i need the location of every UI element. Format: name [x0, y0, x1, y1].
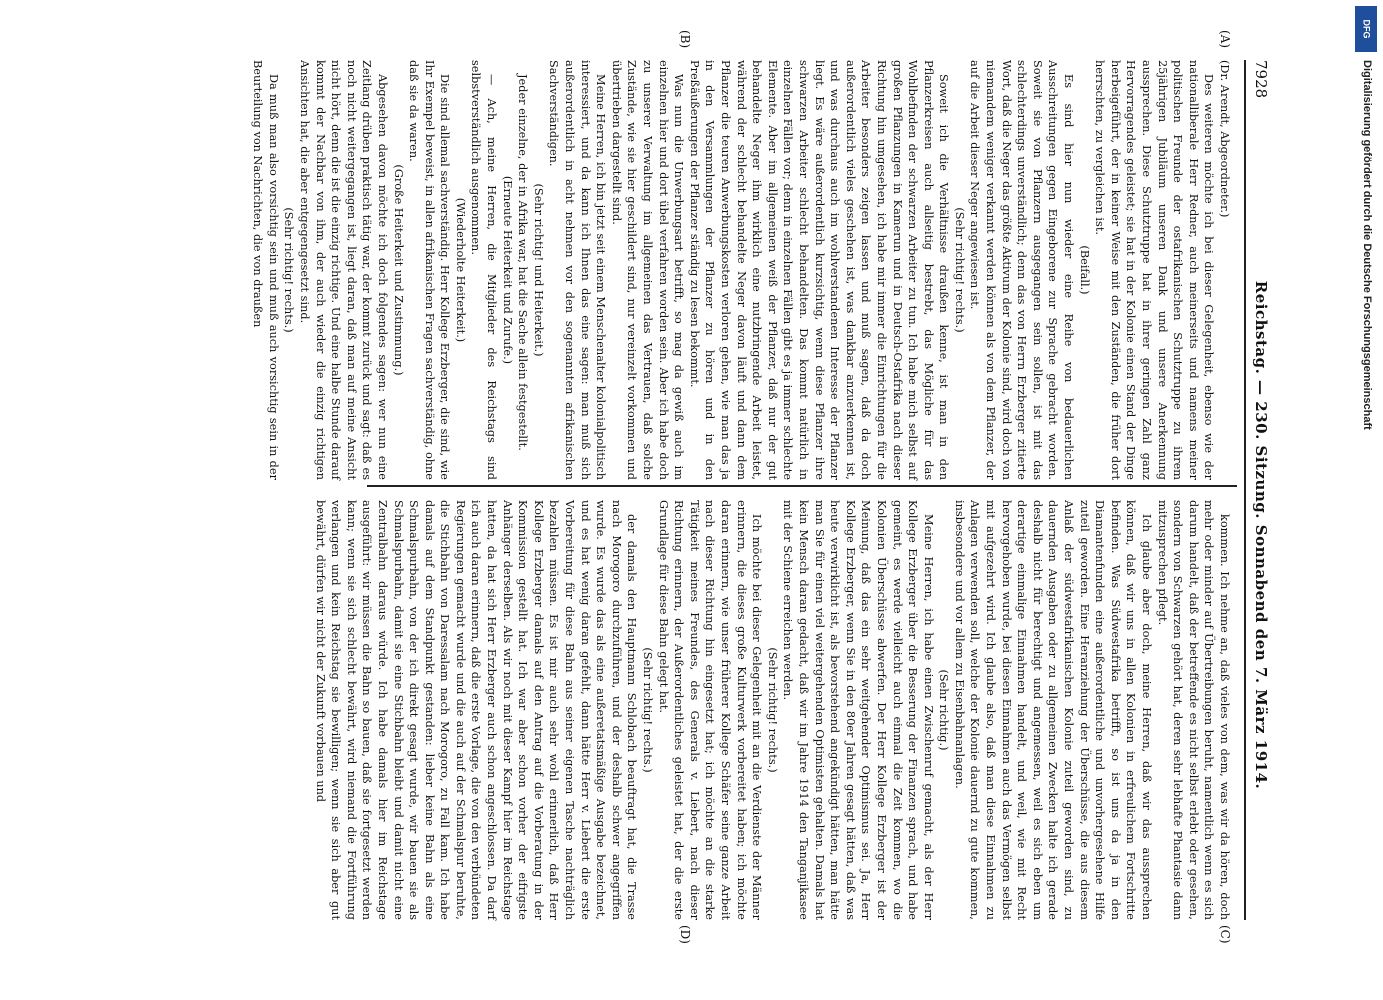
paragraph: Ich möchte bei dieser Gelegenheit mit an die Verdienste der Männer erinnern, die dieses große Kulturwerk vorbereitet haben; ich möchte daran erinnern, wie unser früherer Kollege Schäfer seine ganze Arbeit nach dieser Richtung hin eingesetzt hat; ich möchte an die starke Tätigkeit meines Freundes, des Generals v. Liebert, nach dieser Richtung erinnern, der Außerordentliches geleistet hat, der die erste Grundlage für diese Bahn gelegt hat. [656, 500, 764, 920]
column-divider [367, 485, 1237, 487]
paragraph: (Beifall.) [1077, 245, 1091, 295]
paragraph: — Ach, meine Herren, die Mitglieder des Reichstags sind selbstverständlich ausgenommen. [469, 60, 499, 480]
paragraph: Die sind allemal sachverständig. Herr Kollege Erzberger, die sind, wie Ihr Exempel beweist, in allen afrikanischen Fragen sachverständig, ohne daß sie da waren. [407, 60, 452, 480]
rotated-scan [32, 30, 1292, 970]
margin-mark-b: (B) [678, 30, 692, 49]
right-column [312, 500, 1232, 920]
paragraph: Soweit ich die Verhältnisse draußen kenne, ist man in den Pflanzerkreisen auch allseitig bestrebt, das Mögliche für das Wohlbefinden der schwarzen Arbeiter zu tun. Ich habe mich selbst auf großen Pflanzungen in Kamerun und in Deutsch-Ostafrika nach dieser Richtung hin umgesehen, ich habe mir immer die Einrichtungen für die Arbeiter besonders zeigen lassen und muß sagen, daß da doch außerordentlich vieles geschehen ist, was dankbar anzuerkennen ist, und was durchaus auch im wohlverstandenen Interesse der Pflanzer liegt. Es wäre außerordentlich kurzsichtig, wenn diese Pflanzer ihre schwarzen Arbeiter schlecht behandelten. Das kommt natürlich in einzelnen Fällen vor; denn in einzelnen Fällen gibt es ja immer schlechte Elemente. Aber im allgemeinen weiß der Pflanzer, daß nur der gut behandelte Neger ihm wirklich eine nutzbringende Arbeit leistet, während der schlecht behandelte Neger davon läuft und dann dem Pflanzer die teuren Anwerbungskosten verloren gehen, wie man das ja in den Versammlungen der Pflanzer zu hören und in den Preßäußerungen der Pflanzer ständig zu lesen bekommt. [687, 60, 951, 480]
paragraph: (Sehr richtig! rechts.) [282, 207, 296, 333]
paragraph: Jeder einzelne, der in Afrika war, hat die Sache allein festgestellt. [516, 74, 530, 451]
margin-mark-a: (A) [1218, 30, 1232, 49]
paragraph: Meine Herren, ich habe einen Zwischenruf gemacht, als der Herr Kollege Erzberger über die Besserung der Finanzen sprach, und habe gemeint, es werde vielleicht auch einmal die Zeit kommen, wo die Kolonien Überschüsse abwerfen. Der Herr Kollege Erzberger ist der Meinung, daß das ein sehr weitgehender Optimismus sei. Ja, Herr Kollege Erzberger, wenn Sie in den 80er Jahren gesagt hätten, daß was heute verwirklicht ist, als bevorstehend angekündigt hätten, man hätte man Sie für einen viel weitergehenden Optimisten gehalten. Damals hat kein Mensch daran gedacht, daß wir im Jahre 1914 den Tanganjikasee mit der Schiene erreichen werden. [781, 500, 935, 920]
paragraph: (Sehr richtig! und Heiterkeit.) [531, 183, 545, 357]
paragraph: Es sind hier nun wieder eine Reihe von bedauerlichen Ausschreitungen gegen Eingeborene zur Sprache gebracht worden. Soweit sie von Pflanzern ausgegangen sein sollen, ist mit das schlechterdings unverständlich; denn das von Herrn Erzberger zitierte Wort, daß die Neger das größte Aktivum der Kolonie sind, wird doch von niemandem weniger verkannt werden können als von dem Pflanzer, der auf die Arbeit dieser Neger angewiesen ist. [968, 60, 1076, 480]
margin-mark-d: (D) [678, 925, 692, 944]
header-rule [1245, 60, 1247, 920]
digitization-note: Digitalisierung gefördert durch die Deutsche Forschungsgemeinschaft [1361, 60, 1373, 430]
page-header [1252, 60, 1292, 940]
paragraph: Was nun die Unwerbungsart betrifft, so mag da gewiß auch im einzelnen hier und dort übel verfahren worden sein. Aber ich habe doch zu unserer Verwaltung im allgemeinen das Vertrauen, daß solche Zustände, wie sie hier geschildert sind, nur vereinzelt vorkommen und übertrieben dargestellt sind. [609, 60, 686, 480]
paragraph: kommen. Ich nehme an, daß vieles von dem, was wir da hören, doch mehr oder minder auf Übertreibungen beruht, namentlich wenn es sich darum handelt, daß der betreffende es nicht selbst erlebt oder gesehen, sondern von Schwarzen gehört hat, deren sehr lebhafte Phantasie dann mitzusprechen pflegt. [1155, 500, 1231, 920]
paragraph: (Sehr richtig! rechts.) [641, 647, 655, 773]
paragraph: (Sehr richtig! rechts.) [952, 207, 966, 333]
dfg-logo-text: DFG [1361, 19, 1371, 39]
page-number: 7928 [1252, 60, 1270, 99]
paragraph: Des weiteren möchte ich bei dieser Gelegenheit, ebenso wie der nationalliberale Herr Redner, auch meinerseits und namens meiner politischen Freunde der ostafrikanischen Schutztruppe zu ihrem 25jährigen Jubiläum unseren Dank und unsere Anerkennung aussprechen. Diese Schutztruppe hat in ihrer geringen Zahl ganz Hervorragendes geleistet; sie hat in der Kolonie einen Stand der Dinge herbeigeführt, der in keiner Weise mit den Zuständen, die früher dort herrschten, zu vergleichen ist. [1093, 60, 1216, 480]
paragraph: (Große Heiterkeit und Zustimmung.) [391, 164, 405, 376]
margin-mark-c: (C) [1218, 925, 1232, 944]
speaker-note: (Dr. Arendt, Abgeordneter.) [1218, 60, 1231, 218]
left-column [250, 60, 1232, 480]
paragraph: Meine Herren, ich bin jetzt seit einem Menschenalter kolonialpolitisch interessiert, und da kann ich Ihnen das eine sagen: man muß sich außerordentlich in acht nehmen vor den sogenannten afrikanischen Sachverständigen. [547, 60, 608, 480]
dfg-logo [1355, 6, 1377, 52]
paragraph: (Sehr richtig.) [937, 669, 951, 751]
paragraph: (Erneute Heiterkeit und Zurufe.) [500, 175, 514, 365]
paragraph: der damals den Hauptmann Schlobach beauftragt hat, die Trasse nach Morogoro durchzuführen, und der deshalb schwer angegriffen wurde. Es wurde das als eine außeretatsmäßige Ausgabe bezeichnet, und es hat wenig daran gefehlt, dann hätte Herr v. Liebert die erste Vorbereitung für diese Bahn aus seiner eigenen Tasche nachträglich bezahlen müssen. Es ist mir auch sehr wohl erinnerlich, daß Herr Kollege Erzberger damals auf den Antrag auf die Vorberatung in der Kommission gestellt hat. Ich war aber schon vorher der eifrigste Anhänger derselben. Als wir noch mit dieser Kampf hier im Reichstage hatten, da hat sich Herr Erzberger auch schon angeschlossen. Da darf ich auch daran erinnern, daß die erste Vorlage, die von den verbündeten Regierungen gemacht wurde und die auch auf der Schmalspur beruhte, die Stichbahn von Daressalam nach Morogoro, zu Fall kam. Ich habe damals auf dem Standpunkt gestanden: lieber keine Bahn als eine Schmalspurbahn, von der ich direkt gesagt wurde, wir bauen sie als Schmalspurbahn, damit sie eine Stichbahn bleibt und damit nicht eine Zentralbahn daraus würde. Ich habe damals hier im Reichstage ausgeführt: wir müssen die Bahn so bauen, daß sie fortgesetzt werden kann; wenn sie sich schlecht bewährt, wird niemand die Fortführung verlangen und kein Reichstag sie bewilligen; wenn sie sich aber gut bewährt, dürfen wir nicht der Zukunft vorbauen und [313, 500, 639, 920]
paragraph: Ich glaube aber doch, meine Herren, daß wir das aussprechen können, daß wir uns in allen Kolonien in erfreulichem Fortschritte befinden. Was Südwestafrika betrifft, so ist uns da ja in den Diamantenfunden eine außerordentliche und unvorhergesehene Hilfe zuteil geworden. Eine Heranziehung der Überschüsse, die aus diesem Anlaß der südwestafrikanischen Kolonie zuteil geworden sind, zu dauernden Ausgaben oder zu allgemeinen Zwecken halte ich gerade deshalb nicht für berechtigt und angemessen, weil es sich eben um derartige einmalige Einnahmen handelt, und weil, wie mit Recht hervorgehoben wurde, bei diesen Einnahmen auch das Vermögen selbst mit aufgezehrt wird. Ich glaube also, daß man diese Einnahmen zu Anlagen verwenden soll, welche der Kolonie dauernd zu gute kommen, insbesondere und vor allem zu Eisenbahnanlagen. [952, 500, 1154, 920]
page-title: Reichstag. — 230. Sitzung. Sonnabend den 7. März 1914. [1252, 280, 1270, 790]
paragraph: Da muß man also vorsichtig sein und muß auch vorsichtig sein in der Beurteilung von Nachrichten, die von draußen [251, 60, 280, 480]
paragraph: (Sehr richtig! rechts.) [765, 647, 779, 773]
side-note-strip [1357, 0, 1375, 1000]
paragraph: (Wiederholte Heiterkeit.) [453, 197, 467, 343]
paragraph: Abgesehen davon möchte ich doch folgendes sagen: wer nun eine Zeitlang drüben praktisch tätig war, der kommt zurück und sagt: daß es noch nicht weitergegangen ist, liegt daran, daß man auf meine Ansicht nicht hört, denn die ist die einzig richtige. Und eine halbe Stunde darauf kommt der Nachbar von ihm, der auch wieder die einzig richtigen Ansichten hat, die aber entgegengesetzt sind. [297, 60, 389, 480]
